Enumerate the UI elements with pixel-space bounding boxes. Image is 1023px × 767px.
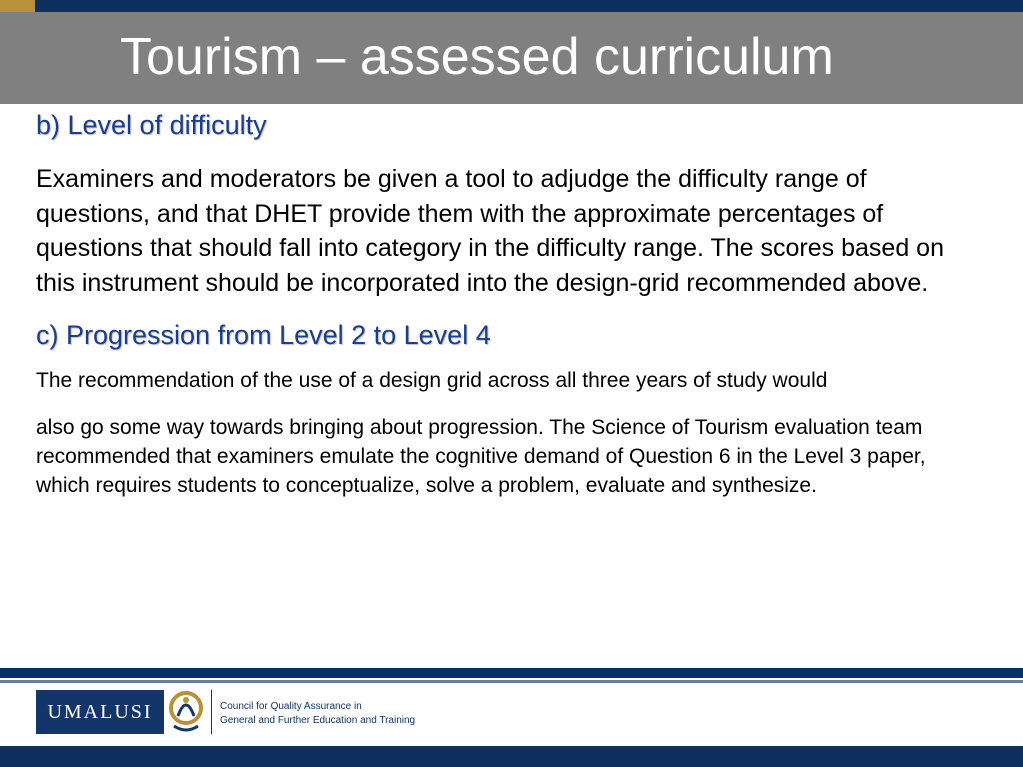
emblem-icon: [166, 686, 206, 736]
section-c-paragraph-1: The recommendation of the use of a design grid across all three years of study would: [36, 369, 828, 392]
section-c-paragraph-2: also go some way towards bringing about progression. The Science of Tourism evaluation team recommended that examiners emulate the cognitive demand of Question 6 in the Level 3 paper, which requires students to conceptualize, solve a problem, evaluate and synthesize.: [36, 416, 926, 497]
top-accent: [0, 0, 35, 12]
section-b-body: Examiners and moderators be given a tool to adjudge the difficulty range of questions, and that DHET provide them with the approximate percentages of questions that should fall into category in the difficulty range. The scores based on this instrument should be incorporated into the design-grid recommended above.: [36, 165, 944, 297]
top-bar: [0, 0, 1023, 12]
slide-content: [36, 108, 986, 500]
section-c-heading: c) Progression from Level 2 to Level 4: [36, 320, 491, 350]
slide-title: Tourism – assessed curriculum: [120, 28, 834, 86]
logo-text: UMALUSI: [47, 700, 153, 723]
umalusi-logo: [36, 690, 164, 734]
footer-bar: [0, 746, 1023, 767]
council-text: [220, 700, 415, 728]
section-b-heading: b) Level of difficulty: [36, 110, 267, 140]
footer-divider: [211, 690, 212, 734]
footer-rule-thin: [0, 680, 1023, 683]
council-line-1: Council for Quality Assurance in: [220, 701, 362, 712]
footer-rule: [0, 668, 1023, 678]
council-line-2: General and Further Education and Training: [220, 715, 416, 726]
